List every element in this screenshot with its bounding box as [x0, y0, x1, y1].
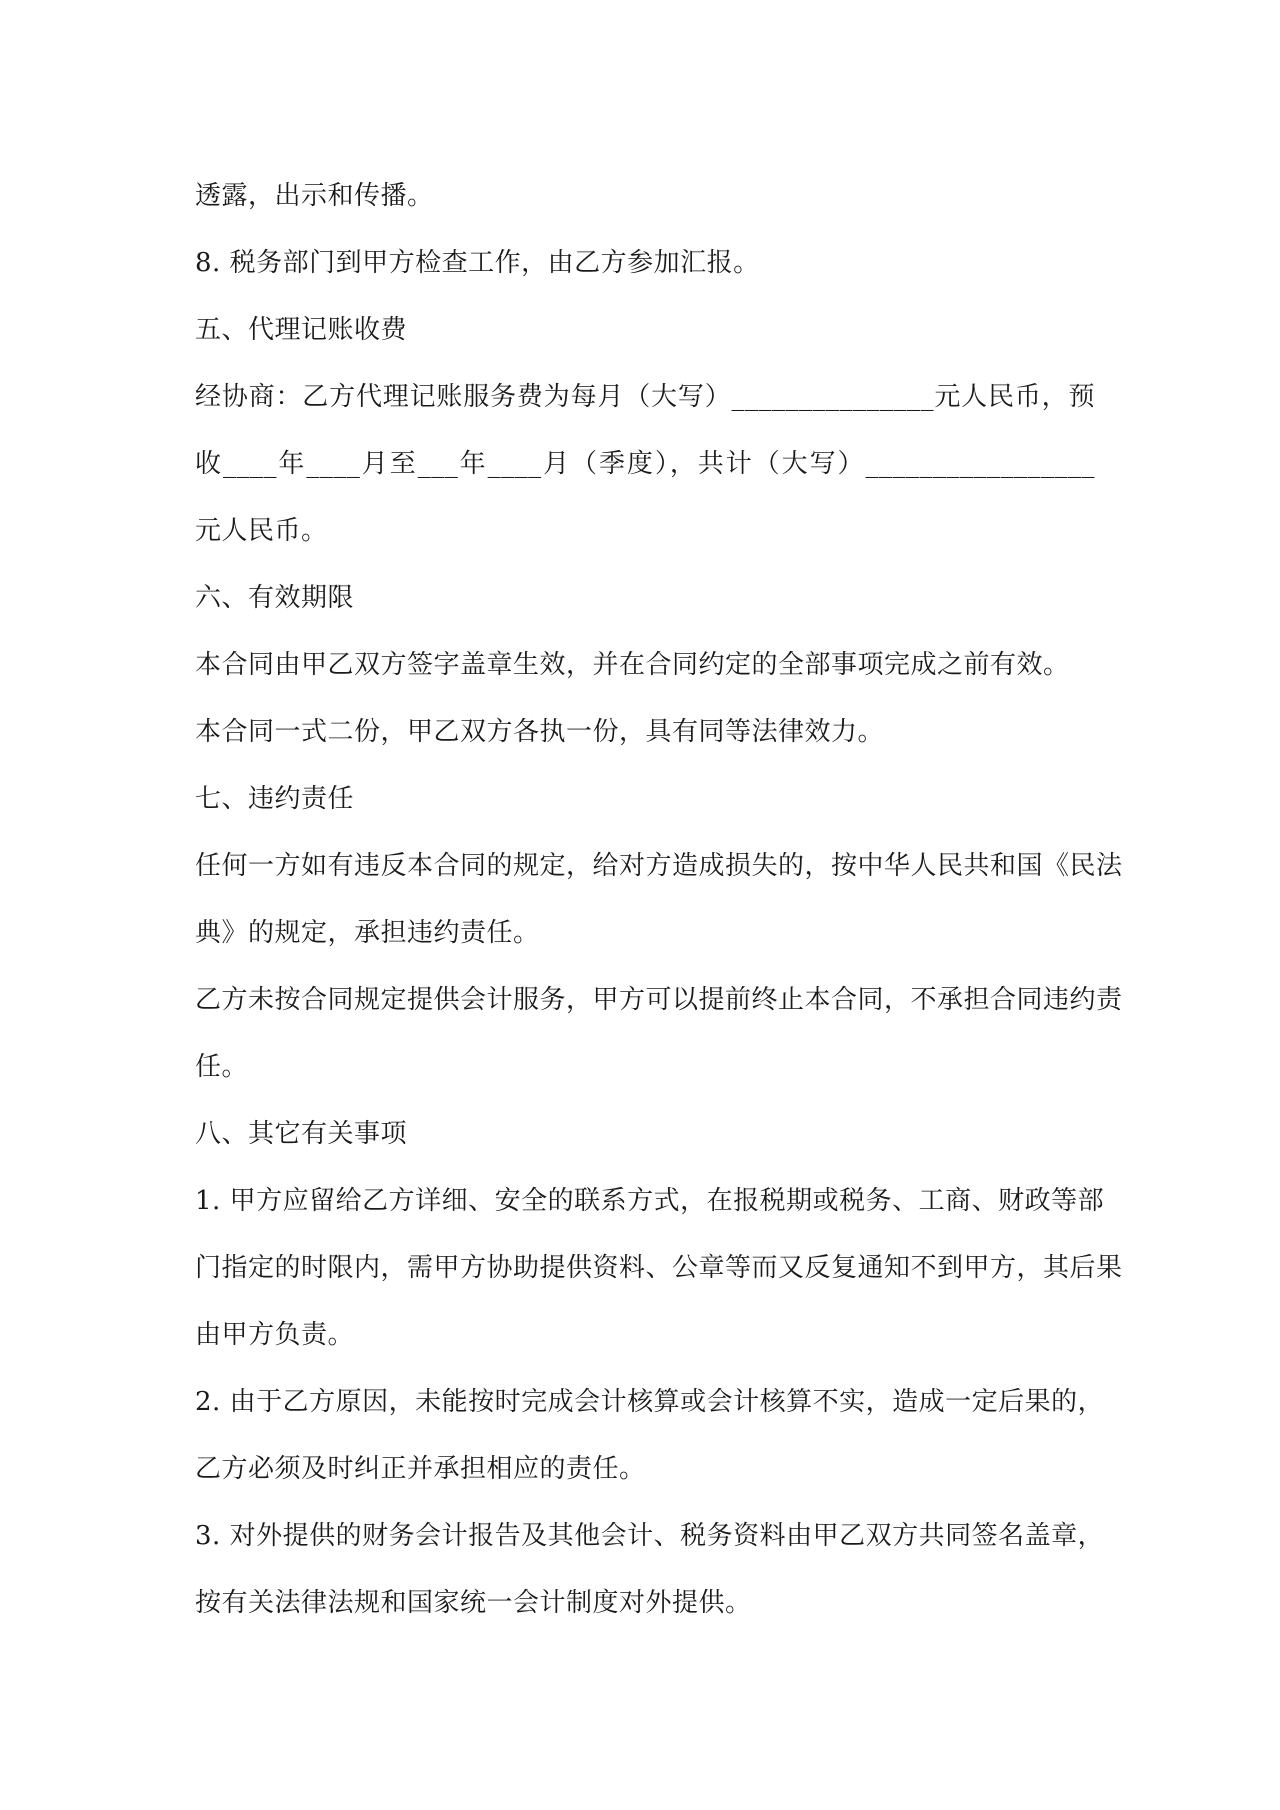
text-line: 门指定的时限内，需甲方协助提供资料、公章等而又反复通知不到甲方，其后果 — [195, 1253, 1123, 1283]
clause-3: 3. 对外提供的财务会计报告及其他会计、税务资料由甲乙双方共同签名盖章， — [195, 1521, 1105, 1551]
section-heading-validity: 六、有效期限 — [195, 583, 355, 613]
clause-2: 2. 由于乙方原因，未能按时完成会计核算或会计核算不实，造成一定后果的， — [195, 1387, 1105, 1417]
text-line: 任何一方如有违反本合同的规定，给对方造成损失的，按中华人民共和国《民法 — [195, 851, 1123, 881]
text-line: 典》的规定，承担违约责任。 — [195, 918, 540, 948]
text-line: 任。 — [195, 1052, 249, 1082]
text-line: 按有关法律法规和国家统一会计制度对外提供。 — [195, 1588, 752, 1618]
text-line: 元人民币。 — [195, 516, 328, 546]
text-line: 收____年____月至___年____月（季度），共计（大写）_________________ — [195, 449, 1095, 479]
section-heading-fees: 五、代理记账收费 — [195, 315, 408, 345]
text-line: 本合同一式二份，甲乙双方各执一份，具有同等法律效力。 — [195, 717, 885, 747]
text-line: 经协商：乙方代理记账服务费为每月（大写）_______________元人民币，预 — [195, 382, 1095, 412]
clause-1: 1. 甲方应留给乙方详细、安全的联系方式，在报税期或税务、工商、财政等部 — [195, 1186, 1105, 1216]
section-heading-liability: 七、违约责任 — [195, 784, 355, 814]
clause-8: 8. 税务部门到甲方检查工作，由乙方参加汇报。 — [195, 248, 760, 278]
section-heading-other: 八、其它有关事项 — [195, 1119, 408, 1149]
text-line: 透露，出示和传播。 — [195, 181, 434, 211]
text-line: 本合同由甲乙双方签字盖章生效，并在合同约定的全部事项完成之前有效。 — [195, 650, 1070, 680]
document-page — [195, 163, 1123, 1637]
text-line: 乙方必须及时纠正并承担相应的责任。 — [195, 1454, 646, 1484]
text-line: 由甲方负责。 — [195, 1320, 355, 1350]
text-line: 乙方未按合同规定提供会计服务，甲方可以提前终止本合同，不承担合同违约责 — [195, 985, 1123, 1015]
